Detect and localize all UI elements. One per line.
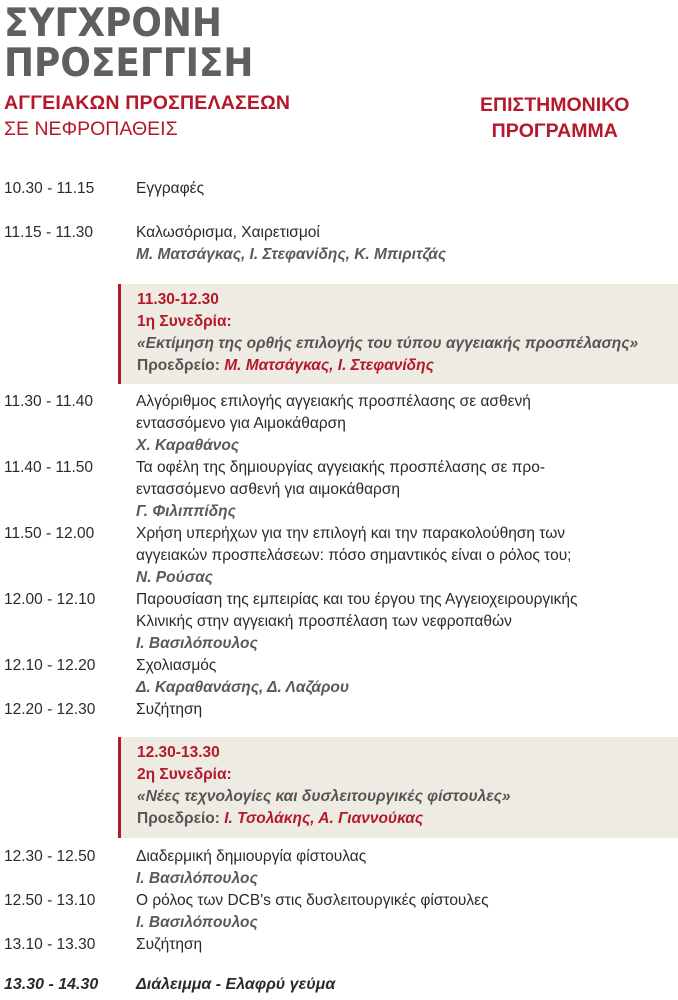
row-text: Τα οφέλη της δημιουργίας αγγειακής προσπέλασης σε προ- <box>136 459 546 476</box>
session-2-title: «Νέες τεχνολογίες και δυσλειτουργικές φίστουλες» <box>137 788 511 805</box>
row-text: Συζήτηση <box>136 701 203 718</box>
row-speakers: Γ. Φιλιππίδης <box>136 503 236 520</box>
row-text: Χρήση υπερήχων για την επιλογή και την παρακολούθηση των <box>136 525 566 542</box>
row-body <box>136 222 676 266</box>
row-time: 11.50 - 12.00 <box>4 525 95 542</box>
row-speakers: Ι. Βασιλόπουλος <box>136 914 258 931</box>
session-2-chair <box>137 808 678 830</box>
row-text: Αλγόριθμος επιλογής αγγειακής προσπέλασης σε ασθενή <box>136 393 531 410</box>
chair-names: Ι. Τσολάκης, Α. Γιαννούκας <box>224 810 424 827</box>
row-time: 12.50 - 13.10 <box>4 892 96 909</box>
row-body <box>136 391 676 457</box>
title-line-3: ΑΓΓΕΙΑΚΩΝ ΠΡΟΣΠΕΛΑΣΕΩΝ <box>4 92 291 114</box>
row-text: Καλωσόρισμα, Χαιρετισμοί <box>136 224 320 241</box>
row-body <box>136 589 676 655</box>
session-2-label: 2η Συνεδρία: <box>137 766 232 783</box>
row-text: Κλινικής στην αγγειακή προσπέλαση των νεφροπαθών <box>136 613 512 630</box>
row-time: 13.10 - 13.30 <box>4 936 96 953</box>
row-body <box>136 890 676 934</box>
row-body <box>136 178 676 200</box>
row-time: 12.10 - 12.20 <box>4 657 96 674</box>
lunch-break <box>4 976 335 994</box>
row-time: 11.30 - 11.40 <box>4 393 94 410</box>
row-time: 11.40 - 11.50 <box>4 459 94 476</box>
title-line-2: ΠΡΟΣΕΓΓΙΣΗ <box>4 41 254 86</box>
row-speakers: Ν. Ρούσας <box>136 569 213 586</box>
row-body <box>136 457 676 523</box>
row-text: Παρουσίαση της εμπειρίας και του έργου της Αγγειοχειρουργικής <box>136 591 578 608</box>
row-time: 12.30 - 12.50 <box>4 848 96 865</box>
chair-label: Προεδρείο: <box>137 810 220 827</box>
row-speakers: Μ. Ματσάγκας, Ι. Στεφανίδης, Κ. Μπιριτζάς <box>136 246 447 263</box>
row-speakers: Ι. Βασιλόπουλος <box>136 870 258 887</box>
row-time: 11.15 - 11.30 <box>4 224 94 241</box>
row-speakers: Δ. Καραθανάσης, Δ. Λαζάρου <box>136 679 350 696</box>
row-body <box>136 934 676 956</box>
row-speakers: Χ. Καραθάνος <box>136 437 240 454</box>
chair-label: Προεδρείο: <box>137 357 220 374</box>
program-heading-line-2: ΠΡΟΓΡΑΜΜΑ <box>491 120 618 142</box>
row-text: Σχολιασμός <box>136 657 217 674</box>
row-body <box>136 699 676 721</box>
session-1-title: «Εκτίμηση της ορθής επιλογής του τύπου αγγειακής προσπέλασης» <box>137 335 639 352</box>
chair-names: Μ. Ματσάγκας, Ι. Στεφανίδης <box>224 357 434 374</box>
program-heading <box>480 92 629 144</box>
row-text: εντασσόμενο για Αιμοκάθαρση <box>136 415 346 432</box>
row-speakers: Ι. Βασιλόπουλος <box>136 635 258 652</box>
session-2-box <box>118 737 678 838</box>
title-line-1: ΣΥΓΧΡΟΝΗ <box>4 1 222 46</box>
session-2-time: 12.30-13.30 <box>137 744 220 761</box>
session-1-chair <box>137 355 678 377</box>
row-text: Διαδερμική δημιουργία φίστουλας <box>136 848 367 865</box>
row-text: εντασσόμενο ασθενή για αιμοκάθαρση <box>136 481 401 498</box>
break-label: Διάλειμμα - Ελαφρύ γεύμα <box>136 976 336 993</box>
row-time: 10.30 - 11.15 <box>4 180 95 197</box>
break-time: 13.30 - 14.30 <box>4 976 99 993</box>
row-body <box>136 523 676 589</box>
row-time: 12.00 - 12.10 <box>4 591 96 608</box>
session-1-time: 11.30-12.30 <box>137 291 219 308</box>
row-text: αγγειακών προσπελάσεων: πόσο σημαντικός είναι ο ρόλος του; <box>136 547 572 564</box>
row-body <box>136 655 676 699</box>
row-text: Συζήτηση <box>136 936 203 953</box>
row-body <box>136 846 676 890</box>
row-time: 12.20 - 12.30 <box>4 701 96 718</box>
session-1-label: 1η Συνεδρία: <box>137 313 232 330</box>
title-line-4: ΣΕ ΝΕΦΡΟΠΑΘΕΙΣ <box>4 118 178 140</box>
program-heading-line-1: ΕΠΙΣΤΗΜΟΝΙΚΟ <box>480 94 630 116</box>
row-text: Ο ρόλος των DCB's στις δυσλειτουργικές φίστουλες <box>136 892 489 909</box>
session-1-box <box>118 284 678 384</box>
row-text: Εγγραφές <box>136 180 205 197</box>
